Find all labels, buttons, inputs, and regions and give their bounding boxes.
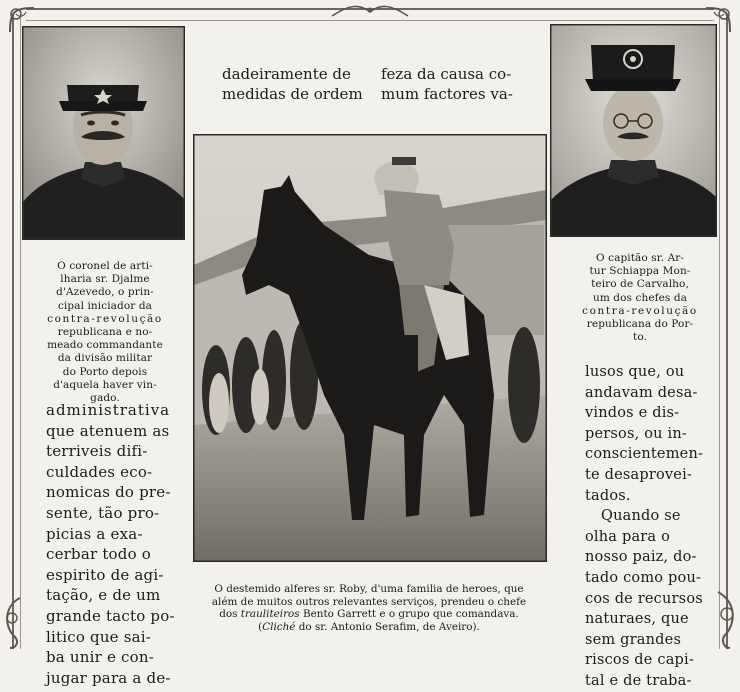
top-text-left xyxy=(222,64,363,104)
left-portrait-caption xyxy=(30,260,180,405)
caption-line: O destemido alferes sr. Roby, d'uma familia de heroes, que xyxy=(214,583,524,595)
caption-line: lharia sr. Djalme xyxy=(60,273,150,286)
caption-line: um dos chefes da xyxy=(592,291,688,304)
caption-line: O capitão sr. Ar- xyxy=(595,252,685,264)
text-line: ba unir e con- xyxy=(46,648,154,667)
caption-italic-text: Cliché xyxy=(262,620,296,633)
text-line: Quando se xyxy=(601,508,681,525)
text-line: picias a exa- xyxy=(46,524,143,543)
top-center-flourish xyxy=(330,2,410,20)
caption-line: do Porto depois xyxy=(62,365,148,378)
text-line: mum factores va- xyxy=(381,85,513,103)
left-border-ornament xyxy=(12,14,21,649)
text-line: andavam desa- xyxy=(585,384,698,401)
text-line: conscientemen- xyxy=(585,446,704,463)
caption-line: teiro de Carvalho, xyxy=(591,278,689,291)
caption-line: O coronel de arti- xyxy=(57,260,153,272)
caption-line xyxy=(193,608,545,621)
text-line: sente, tão pro- xyxy=(46,503,160,522)
caption-line: d'aquela haver vin- xyxy=(53,378,157,391)
caption-line: meado commandante xyxy=(47,339,163,352)
right-portrait-caption xyxy=(565,252,715,344)
caption-text: Bento Garrett e o grupo que comandava. xyxy=(302,608,519,620)
text-line: tação, e de um xyxy=(46,586,161,605)
right-body-column xyxy=(585,362,705,692)
caption-line: contra-revolução xyxy=(47,312,163,325)
text-line: te desaprovei- xyxy=(585,466,693,483)
text-line: jugar para a de- xyxy=(46,668,171,687)
text-line: dadeiramente de xyxy=(222,65,351,83)
caption-line: d'Azevedo, o prin- xyxy=(56,286,154,299)
caption-line: tur Schiappa Mon- xyxy=(589,265,691,278)
caption-line: da divisão militar xyxy=(57,352,153,365)
caption-line: gado. xyxy=(90,392,120,405)
text-line: olha para o xyxy=(585,528,671,545)
caption-text: dos xyxy=(219,608,238,620)
corner-ornament-bottom-left xyxy=(0,596,26,649)
text-line: tal e de traba- xyxy=(585,672,692,689)
text-line: grande tacto po- xyxy=(46,606,175,625)
text-line: medidas de ordem xyxy=(222,85,363,103)
text-line: feza da causa co- xyxy=(381,65,512,83)
text-line: cos de recursos xyxy=(585,590,703,607)
text-line: administrativa xyxy=(46,401,171,419)
text-line: terriveis difi- xyxy=(46,442,148,461)
left-body-column xyxy=(46,400,186,688)
caption-line xyxy=(193,621,545,634)
caption-italic-text: trauliteiros xyxy=(240,608,300,620)
portrait-photo-right xyxy=(550,24,717,237)
caption-line: to. xyxy=(633,331,647,344)
text-line: espirito de agi- xyxy=(46,565,164,584)
caption-line: republicana do Por- xyxy=(586,318,694,331)
text-line: vindos e dis- xyxy=(585,405,680,422)
text-line: que atenuem as xyxy=(46,421,170,440)
center-photo-officer-on-horse xyxy=(193,134,547,562)
text-line: riscos de capi- xyxy=(585,652,694,669)
portrait-photo-left xyxy=(22,26,185,240)
text-line: nosso paiz, do- xyxy=(585,549,697,566)
text-line: persos, ou in- xyxy=(585,425,687,442)
text-line: litico que sai- xyxy=(46,627,152,646)
center-photo-caption xyxy=(193,583,545,633)
text-line: tados. xyxy=(585,487,631,504)
text-line: tado como pou- xyxy=(585,569,702,586)
caption-line: além de muitos outros relevantes serviços, prendeu o chefe xyxy=(211,595,527,608)
top-text-right xyxy=(381,64,513,104)
text-line: culdades eco- xyxy=(46,462,153,481)
text-line: cerbar todo o xyxy=(46,545,152,564)
text-line: sem grandes xyxy=(585,631,682,648)
right-border-ornament xyxy=(719,14,728,649)
caption-line: cipal iniciador da xyxy=(57,299,153,312)
corner-ornament-bottom-right xyxy=(710,590,740,649)
caption-line: republicana e no- xyxy=(57,326,153,339)
text-line: naturaes, que xyxy=(585,611,689,628)
text-line: nomicas do pre- xyxy=(46,483,171,502)
caption-text: do sr. Antonio Serafim, de Aveiro). xyxy=(298,620,480,633)
caption-line: contra-revolução xyxy=(582,304,698,317)
text-line: lusos que, ou xyxy=(585,364,685,380)
caption-text: ( xyxy=(258,620,263,633)
